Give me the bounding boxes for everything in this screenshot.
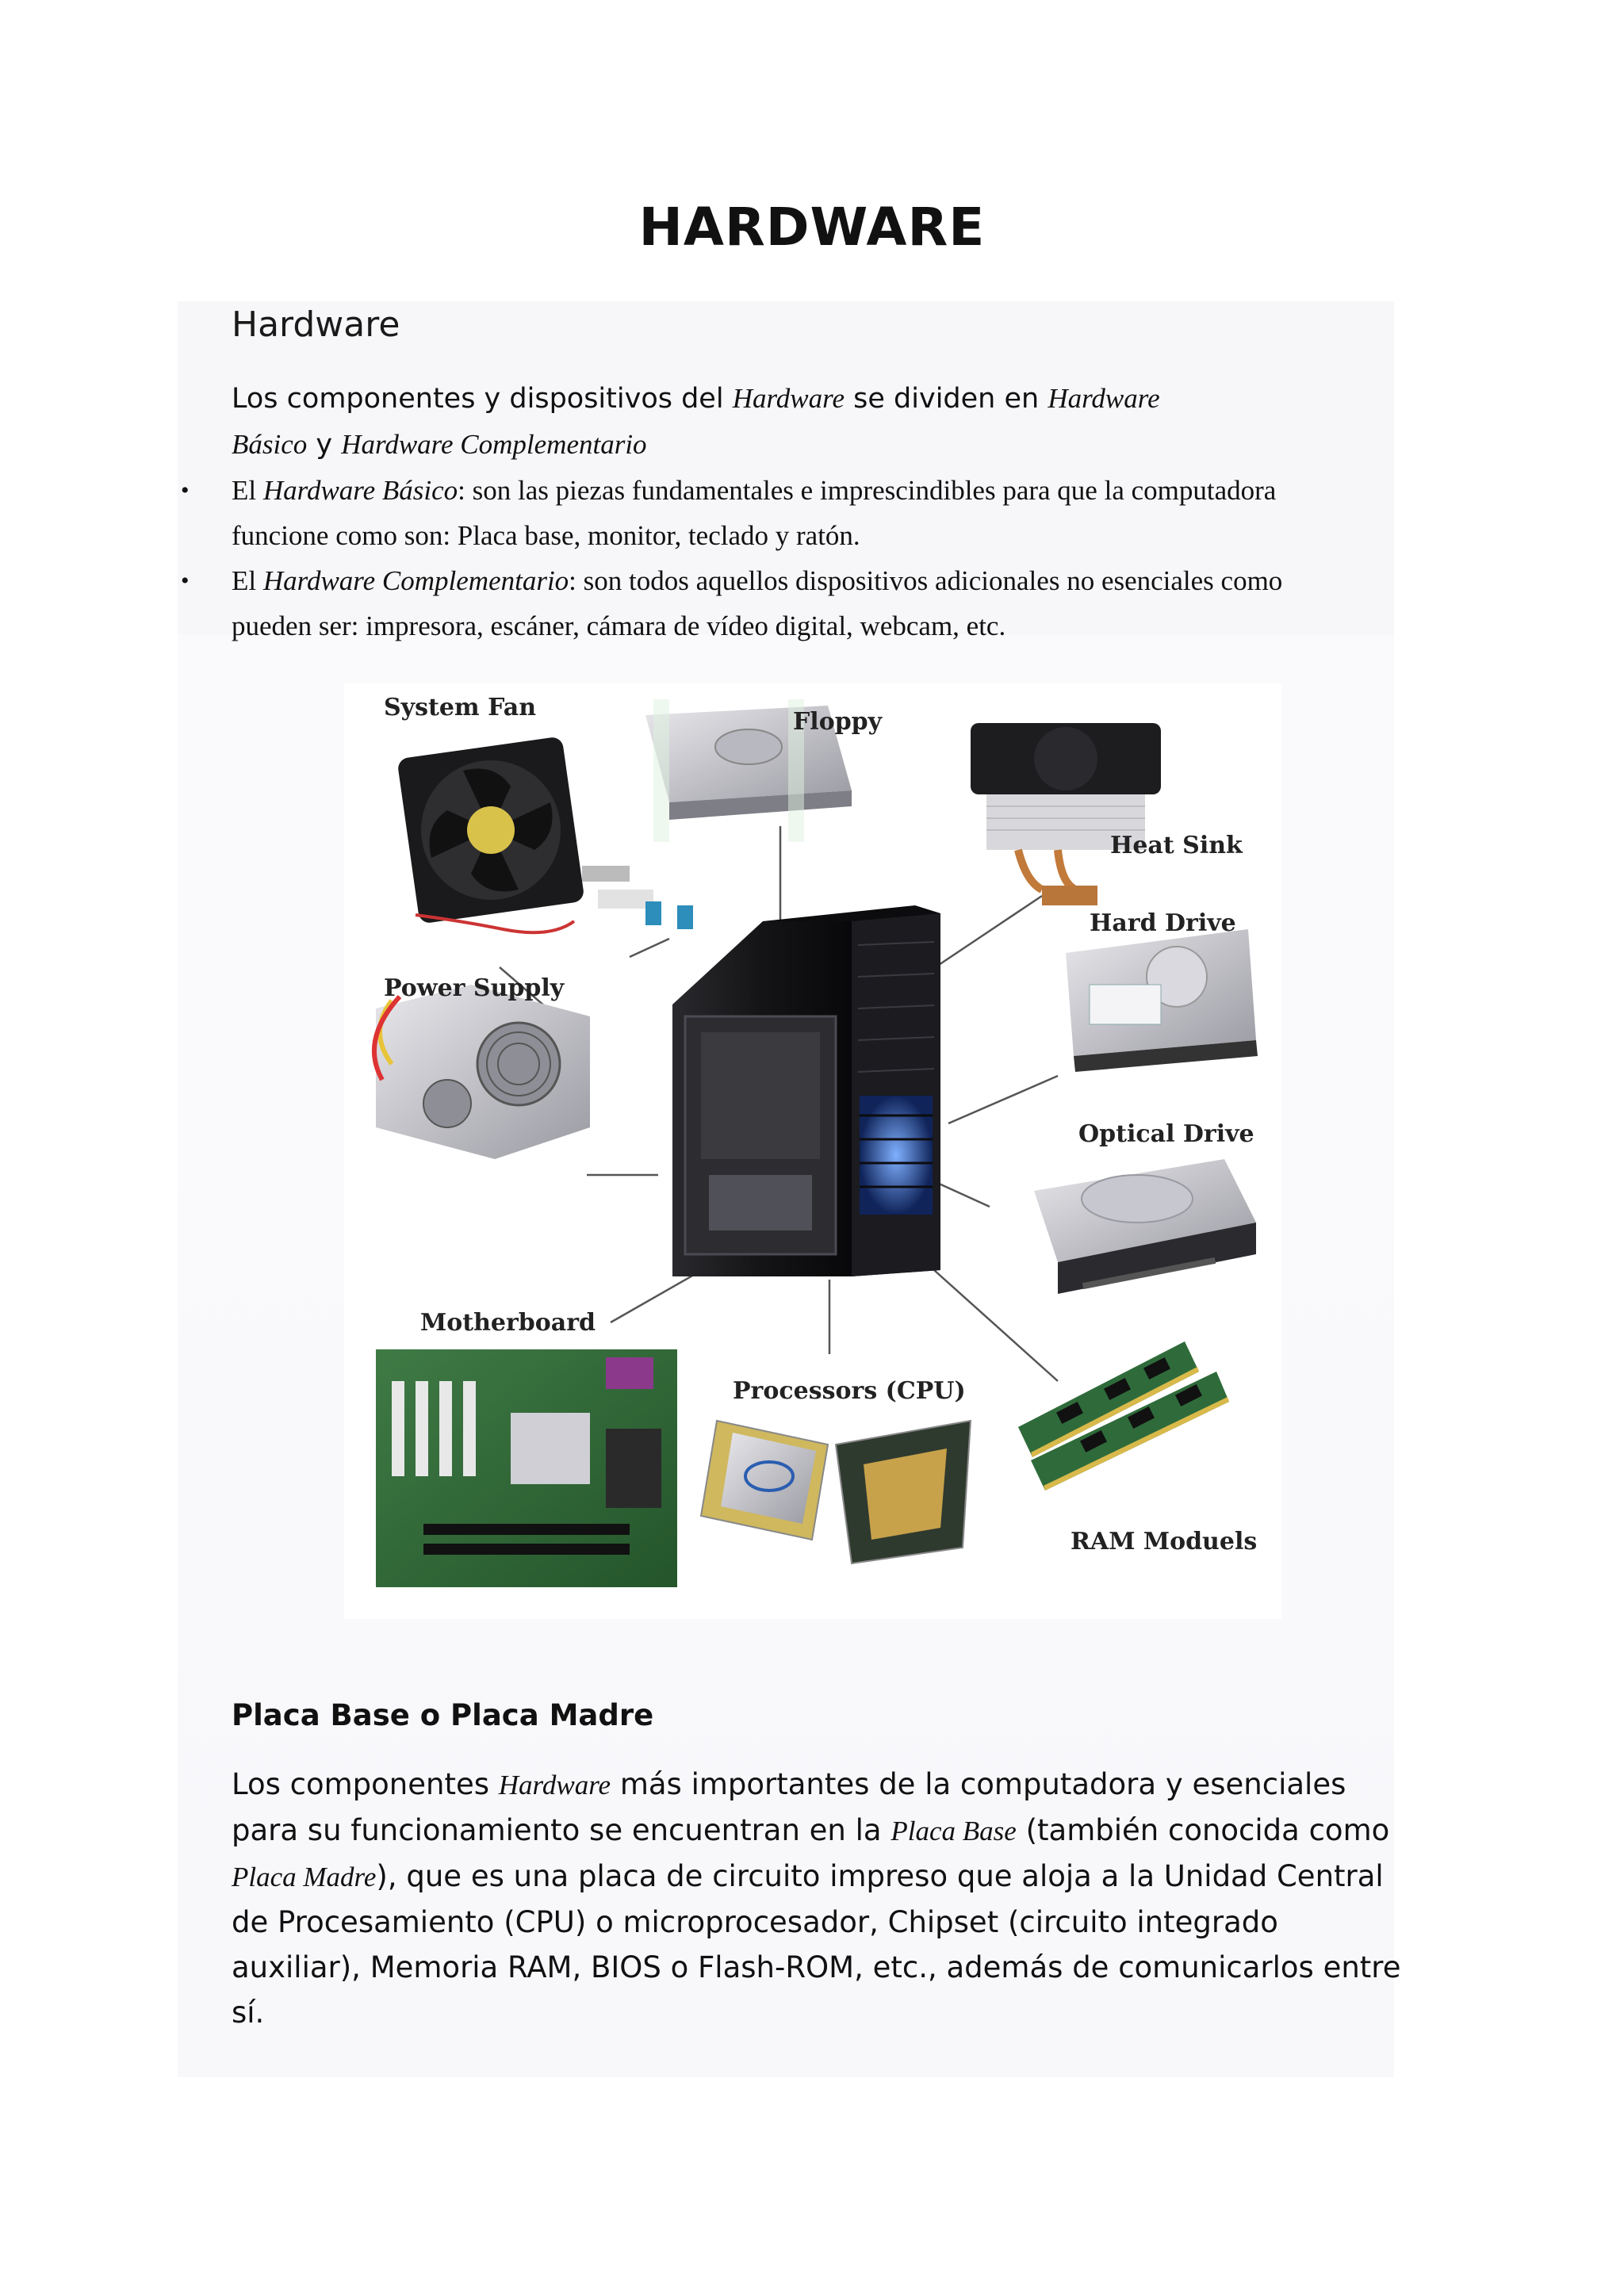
intro-term-basico: Hardware Básico	[232, 383, 1160, 460]
bullet-icon: •	[181, 568, 190, 594]
label-heat-sink: Heat Sink	[1110, 832, 1243, 859]
bullet-term: Hardware Complementario	[262, 565, 569, 596]
ram-modules-image	[1018, 1341, 1229, 1490]
intro-term-hardware: Hardware	[732, 383, 845, 414]
bullet-list	[181, 468, 1323, 649]
page-title: HARDWARE	[638, 197, 986, 258]
pc-tower-image	[672, 905, 940, 1276]
bullet-text: : son todos aquellos dispositivos adicionales no esenciales como pueden ser: impresora, escáner, cámara de vídeo digital, webcam, etc.	[232, 565, 1283, 641]
bullet-icon: •	[181, 477, 190, 503]
intro-text-2: se dividen en	[845, 383, 1048, 415]
intro-term-complementario: Hardware Complementario	[341, 429, 647, 460]
label-hard-drive: Hard Drive	[1090, 909, 1236, 937]
bullet-text: : son las piezas fundamentales e imprescindibles para que la computadora funcione como son: Placa base, monitor, teclado y ratón.	[232, 475, 1277, 551]
placa-base-paragraph	[232, 1762, 1405, 2035]
para-text-2: más importantes de la computadora y esenciales para su funcionamiento se encuentran en la	[232, 1767, 1346, 1847]
bullet-item	[181, 558, 1323, 649]
bullet-term: Hardware Básico	[262, 475, 458, 506]
bullet-prefix: El	[232, 475, 263, 506]
diagram-canvas	[344, 683, 1281, 1619]
processors-image	[701, 1421, 971, 1563]
para-text-4: ), que es una placa de circuito impreso que aloja a la Unidad Central de Procesamiento (CPU) o microprocesador, Chipset (circuito integrado auxiliar), Memoria RAM, BIOS o Flash-ROM, etc., además de comunicarlos entre sí.	[232, 1859, 1401, 2030]
para-term-hardware: Hardware	[498, 1770, 611, 1800]
para-term-placa-madre: Placa Madre	[232, 1862, 377, 1892]
subsection-heading: Placa Base o Placa Madre	[232, 1698, 654, 1732]
system-fan-image	[396, 736, 693, 932]
power-supply-image	[374, 985, 590, 1159]
label-floppy: Floppy	[793, 708, 883, 736]
motherboard-image	[376, 1349, 677, 1587]
para-text-1: Los componentes	[232, 1767, 499, 1801]
intro-text-3: y	[307, 429, 342, 461]
intro-text-1: Los componentes y dispositivos del	[232, 383, 733, 415]
heat-sink-image	[971, 723, 1161, 905]
hardware-components-diagram	[344, 683, 1281, 1619]
hard-drive-image	[1066, 929, 1258, 1072]
para-term-placa-base: Placa Base	[891, 1816, 1017, 1846]
bullet-prefix: El	[232, 565, 263, 596]
section-heading: Hardware	[232, 304, 400, 345]
label-power-supply: Power Supply	[384, 974, 565, 1002]
bullet-item	[181, 468, 1323, 558]
optical-drive-image	[1034, 1159, 1256, 1294]
label-ram-modules: RAM Moduels	[1071, 1528, 1258, 1556]
label-processors: Processors (CPU)	[733, 1377, 966, 1405]
label-motherboard: Motherboard	[420, 1309, 596, 1337]
label-optical-drive: Optical Drive	[1078, 1120, 1254, 1148]
intro-text	[232, 376, 1231, 468]
para-text-3: (también conocida como	[1016, 1813, 1390, 1847]
label-system-fan: System Fan	[384, 694, 537, 721]
